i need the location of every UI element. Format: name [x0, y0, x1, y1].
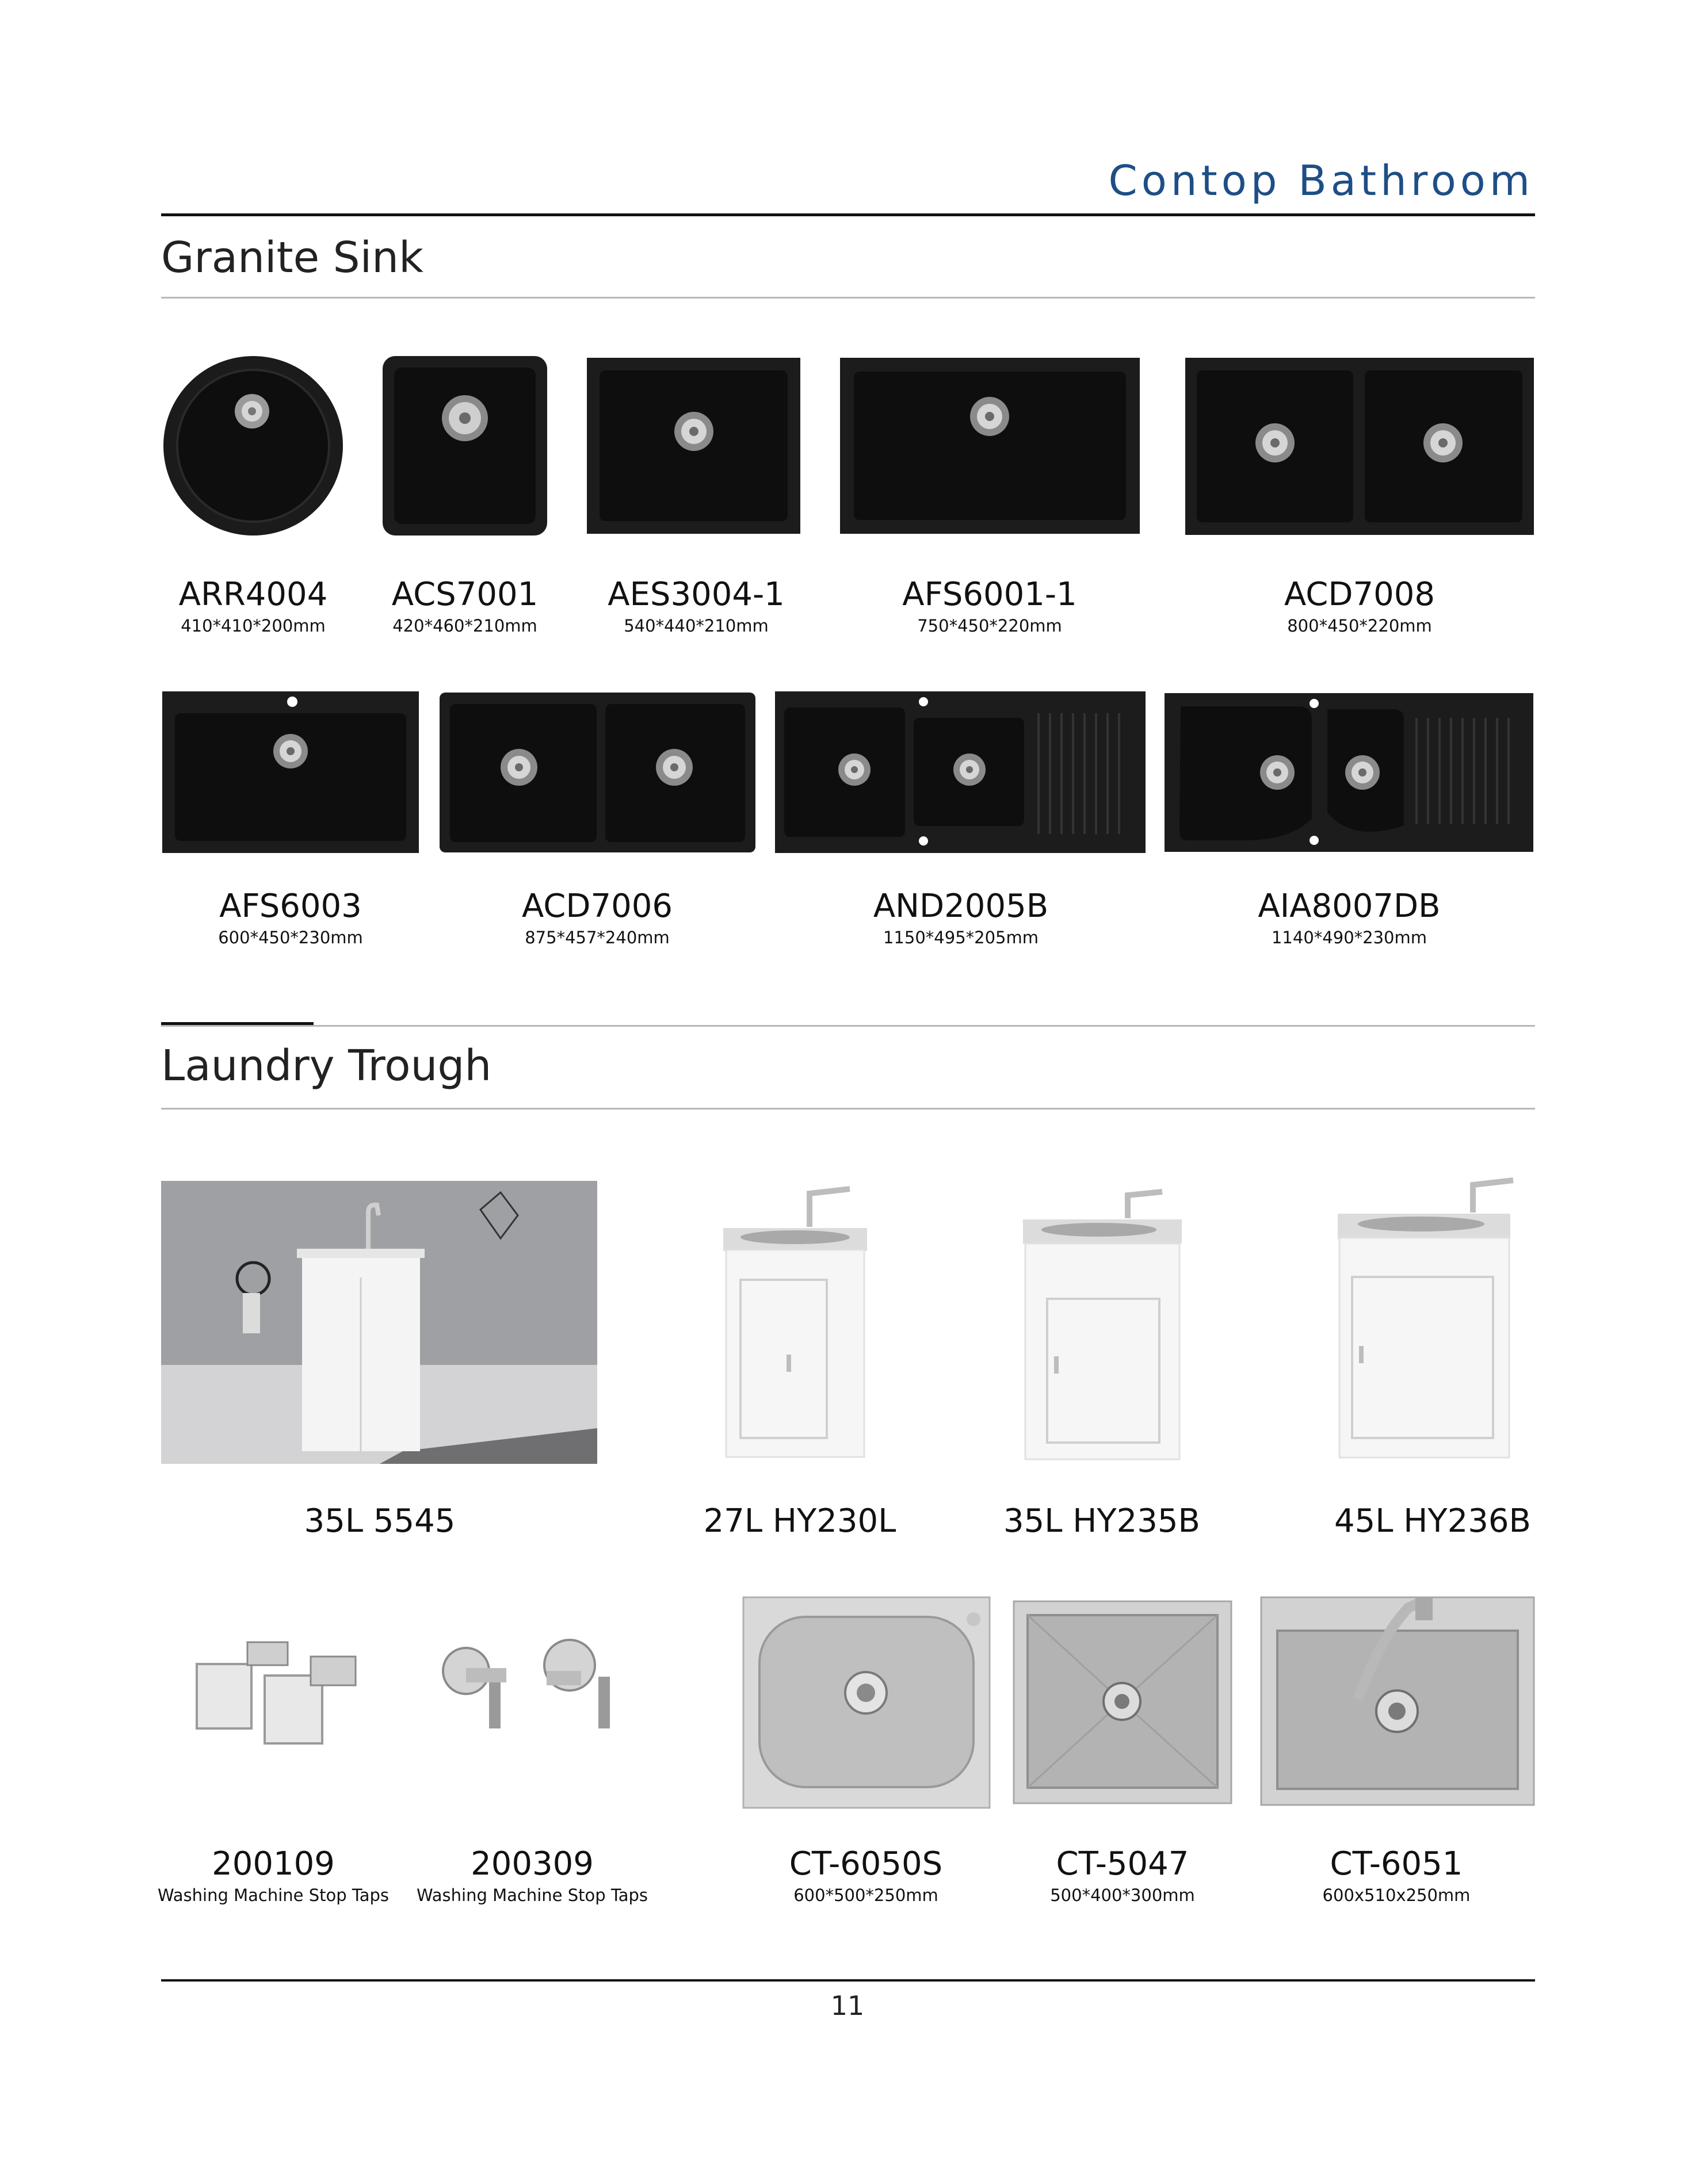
product-dimensions: 750*450*220mm — [917, 615, 1062, 636]
product-code: 27L HY230L — [703, 1502, 896, 1540]
product-code: ARR4004 — [178, 576, 328, 613]
product-description: Washing Machine Stop Taps — [157, 1885, 390, 1905]
brand-title: Contop Bathroom — [1108, 156, 1534, 205]
product-code: AFS6001-1 — [902, 576, 1077, 613]
product-code: ACD7006 — [521, 888, 673, 925]
laundry-cabinet-hy235b — [1018, 1184, 1186, 1466]
section-divider — [161, 1108, 1535, 1110]
product-code: CT-6050S — [789, 1845, 943, 1883]
product-200109 — [147, 1846, 400, 1905]
section-divider — [161, 297, 1535, 299]
product-code: CT-5047 — [1056, 1845, 1189, 1883]
product-dimensions: 600x510x250mm — [1322, 1885, 1471, 1905]
section-title-granite: Granite Sink — [161, 233, 423, 282]
product-dimensions: 410*410*200mm — [181, 615, 326, 636]
product-code: CT-6051 — [1330, 1845, 1463, 1883]
product-code: ACD7008 — [1284, 576, 1436, 613]
product-afs6001 — [872, 577, 1108, 636]
laundry-cabinet-hy230l — [717, 1182, 873, 1464]
sink-image-aia8007db — [1163, 692, 1534, 853]
product-dimensions: 800*450*220mm — [1287, 615, 1432, 636]
laundry-photo-5545 — [161, 1181, 597, 1464]
stop-taps-200109-image — [190, 1636, 362, 1751]
product-ct6051 — [1278, 1846, 1514, 1905]
product-aia8007db — [1231, 889, 1467, 947]
sink-image-afs6001 — [839, 357, 1141, 535]
product-code: ACS7001 — [391, 576, 539, 613]
product-dimensions: 875*457*240mm — [525, 927, 670, 947]
product-200309 — [406, 1846, 659, 1905]
product-code: 35L 5545 — [304, 1502, 456, 1540]
product-aes3004 — [578, 577, 814, 636]
sink-image-aes3004 — [586, 357, 801, 535]
section-title-laundry: Laundry Trough — [161, 1041, 492, 1091]
product-arr4004 — [138, 577, 368, 636]
product-dimensions: 420*460*210mm — [392, 615, 537, 636]
product-code: AND2005B — [873, 888, 1049, 925]
sink-image-acd7006 — [438, 691, 757, 854]
product-description: Washing Machine Stop Taps — [416, 1885, 648, 1905]
sink-image-ct6051 — [1260, 1596, 1535, 1806]
product-and2005b — [843, 889, 1079, 947]
page-number: 11 — [830, 1990, 865, 2021]
product-ct5047 — [1005, 1846, 1240, 1905]
product-code: 35L HY235B — [1003, 1502, 1200, 1540]
footer-rule — [161, 1979, 1535, 1982]
section-divider — [161, 1025, 1535, 1027]
product-dimensions: 540*440*210mm — [624, 615, 769, 636]
product-acd7006 — [482, 889, 712, 947]
product-dimensions: 1140*490*230mm — [1271, 927, 1427, 947]
header-rule — [161, 213, 1535, 216]
product-acd7008 — [1242, 577, 1478, 636]
product-code: AFS6003 — [219, 888, 362, 925]
stop-taps-200309-image — [432, 1636, 639, 1740]
product-ct6050s — [748, 1846, 984, 1905]
sink-image-acs7001 — [381, 355, 548, 537]
product-code: 45L HY236B — [1334, 1502, 1531, 1540]
product-dimensions: 1150*495*205mm — [883, 927, 1039, 947]
product-acs7001 — [350, 577, 580, 636]
product-code: 200309 — [471, 1845, 594, 1883]
product-afs6003 — [175, 889, 406, 947]
product-code: AIA8007DB — [1258, 888, 1441, 925]
sink-image-ct6050s — [742, 1596, 991, 1809]
product-code: AES3004-1 — [608, 576, 785, 613]
sink-image-arr4004 — [161, 354, 345, 538]
product-dimensions: 600*500*250mm — [793, 1885, 938, 1905]
product-dimensions: 500*400*300mm — [1050, 1885, 1195, 1905]
sink-image-and2005b — [774, 690, 1147, 854]
sink-image-acd7008 — [1184, 357, 1535, 536]
product-code: 200109 — [212, 1845, 335, 1883]
sink-image-ct5047 — [1013, 1600, 1232, 1804]
laundry-cabinet-hy236b — [1335, 1173, 1533, 1464]
product-dimensions: 600*450*230mm — [218, 927, 363, 947]
sink-image-afs6003 — [161, 690, 420, 854]
